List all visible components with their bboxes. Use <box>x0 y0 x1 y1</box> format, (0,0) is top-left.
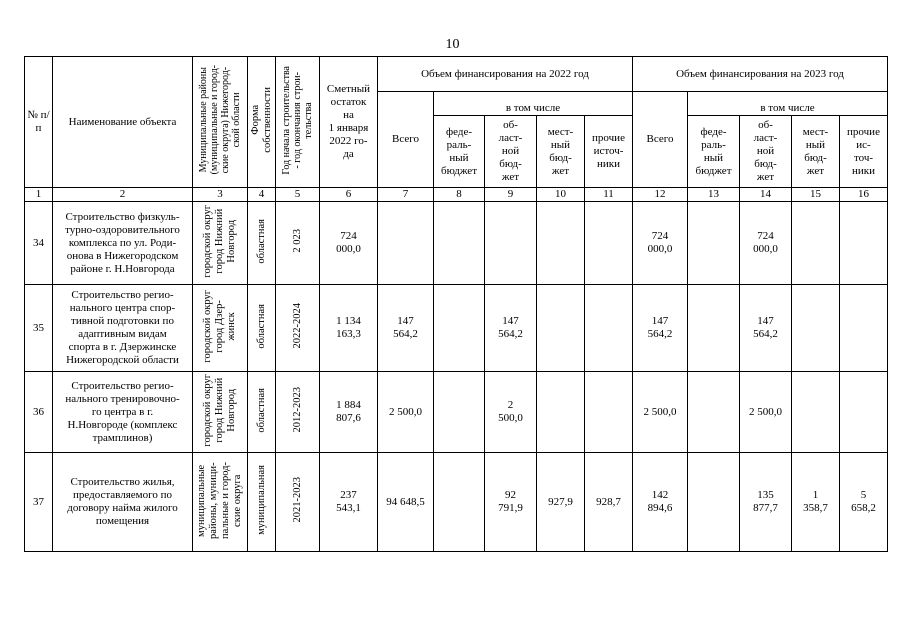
text-line: ный <box>805 138 826 151</box>
text-line: бюд- <box>499 158 522 170</box>
financing-table <box>24 56 888 552</box>
header-total-2022: Всего <box>378 92 434 188</box>
text-line: районе г. Н.Новгорода <box>70 262 175 275</box>
total-2023 <box>633 453 688 552</box>
federal-2022 <box>434 372 485 453</box>
regional-2023 <box>740 453 792 552</box>
regional-2023 <box>740 285 792 372</box>
district <box>193 372 248 453</box>
text-line: муниципальные <box>196 463 207 537</box>
text-line: 564,2 <box>647 328 673 340</box>
total-2022 <box>378 453 434 552</box>
text-line: прочие <box>592 132 625 144</box>
column-number: 3 <box>193 188 248 202</box>
text-line: 237 <box>340 489 357 501</box>
text-line: прочие <box>847 125 880 138</box>
text-line: об- <box>758 119 773 131</box>
text-line: 2 500,0 <box>643 405 677 418</box>
text-line: жет <box>756 171 775 183</box>
text-line: 135 <box>757 489 774 501</box>
column-number: 11 <box>585 188 633 202</box>
text-line: 2 <box>507 399 514 411</box>
regional-2022 <box>485 285 537 372</box>
row-number: 36 <box>25 372 53 453</box>
text-line: раль- <box>446 138 472 151</box>
federal-2022 <box>434 285 485 372</box>
ownership-text: областная <box>255 218 267 264</box>
regional-2022 <box>485 202 537 285</box>
column-number: 4 <box>248 188 276 202</box>
estimate-balance <box>320 285 378 372</box>
table-row <box>25 202 888 285</box>
total-2023 <box>633 202 688 285</box>
estimate-balance <box>320 453 378 552</box>
federal-2023 <box>688 372 740 453</box>
text-line: 94 648,5 <box>386 495 425 508</box>
text-line: ласт- <box>753 132 778 144</box>
text-line: об- <box>503 119 518 131</box>
other-2022 <box>585 453 633 552</box>
estimate-balance <box>320 202 378 285</box>
text-line: турно-оздоровительного <box>65 223 180 236</box>
text-line: город Дзер- <box>214 299 225 353</box>
text-line: 928,7 <box>596 495 621 508</box>
header-regional-2023 <box>740 116 792 188</box>
text-line: собственности <box>261 87 273 153</box>
text-line: Строительство жилья, <box>70 476 175 488</box>
text-line: 877,7 <box>753 502 778 514</box>
text-line: 000,0 <box>336 243 361 255</box>
text-line: 147 <box>757 315 774 327</box>
text-line: спорта в г. Дзержинске <box>68 341 177 353</box>
text-line: комплекса по ул. Роди- <box>68 236 177 249</box>
text-line: ласт- <box>498 132 523 144</box>
local-2023 <box>792 202 840 285</box>
text-line: договору найма жилого <box>67 502 178 514</box>
text-line: жинск <box>226 311 237 341</box>
text-line: ские округа) Нижегород- <box>220 66 231 174</box>
text-line: 5 <box>860 489 867 501</box>
local-2022 <box>537 372 585 453</box>
ownership <box>248 202 276 285</box>
text-line: ские округа <box>232 473 243 527</box>
local-2023 <box>792 372 840 453</box>
text-line: 564,2 <box>393 328 418 340</box>
column-number: 15 <box>792 188 840 202</box>
federal-2023 <box>688 453 740 552</box>
ownership <box>248 453 276 552</box>
header-incl-2022: в том числе <box>434 92 633 116</box>
text-line: Строительство регио- <box>71 379 174 392</box>
text-line: 147 <box>397 315 414 327</box>
text-line: городской округ <box>202 289 213 363</box>
total-2022 <box>378 202 434 285</box>
text-line: остаток <box>330 96 367 108</box>
table-row <box>25 453 888 552</box>
text-line: 543,1 <box>336 502 361 514</box>
text-line: 142 <box>651 489 669 501</box>
construction-years <box>276 202 320 285</box>
text-line: мест- <box>547 125 574 138</box>
total-2023 <box>633 372 688 453</box>
text-line: тивной подготовки по <box>71 315 174 327</box>
text-line: 564,2 <box>753 328 778 340</box>
text-line: ники <box>851 164 875 177</box>
district <box>193 285 248 372</box>
column-number: 1 <box>25 188 53 202</box>
text-line: бюд- <box>549 151 572 164</box>
text-line: 791,9 <box>498 502 523 514</box>
column-number: 6 <box>320 188 378 202</box>
header-local-2022 <box>537 116 585 188</box>
table-row <box>25 285 888 372</box>
text-line: Год начала строительства <box>281 65 292 175</box>
construction-years <box>276 372 320 453</box>
years-text: 2012-2023 <box>291 387 303 433</box>
other-2022 <box>585 285 633 372</box>
header-ownership <box>248 57 276 188</box>
text-line: жет <box>501 171 520 183</box>
header-incl-2023: в том числе <box>688 92 888 116</box>
text-line: Форма <box>249 105 261 135</box>
total-2022 <box>378 372 434 453</box>
other-2022 <box>585 202 633 285</box>
header-2022: Объем финансирования на 2022 год <box>378 57 633 92</box>
text-line: Сметный <box>326 83 371 95</box>
text-line: 724 <box>340 230 357 242</box>
text-line: жет <box>806 164 825 177</box>
text-line: нального центра спор- <box>69 302 176 314</box>
object-name <box>53 453 193 552</box>
regional-2023 <box>740 202 792 285</box>
row-number: 35 <box>25 285 53 372</box>
text-line: ный <box>703 151 724 164</box>
text-line: ной <box>501 145 520 157</box>
column-number-row <box>25 188 888 202</box>
column-number: 9 <box>485 188 537 202</box>
text-line: ный <box>550 138 571 151</box>
other-2023 <box>840 202 888 285</box>
text-line: Новгород <box>226 388 237 432</box>
ownership-text: муниципальная <box>255 465 267 535</box>
construction-years <box>276 285 320 372</box>
years-text: 2021-2023 <box>291 477 303 523</box>
column-number: 10 <box>537 188 585 202</box>
header-district <box>193 57 248 188</box>
text-line: 2 500,0 <box>389 405 422 418</box>
total-2022 <box>378 285 434 372</box>
total-2023 <box>633 285 688 372</box>
object-name <box>53 202 193 285</box>
text-line: Н.Новгороде (комплекс <box>67 418 178 431</box>
text-line: ный <box>449 151 469 164</box>
ownership <box>248 372 276 453</box>
local-2022 <box>537 202 585 285</box>
text-line: жет <box>551 164 570 177</box>
header-other-2022 <box>585 116 633 188</box>
text-line: 147 <box>502 315 519 327</box>
text-line: 163,3 <box>336 328 361 340</box>
years-text: 2 023 <box>291 229 303 253</box>
district <box>193 202 248 285</box>
text-line: 1 884 <box>336 399 361 411</box>
text-line: ной <box>756 145 775 157</box>
text-line: бюджет <box>441 164 477 177</box>
column-number: 7 <box>378 188 434 202</box>
column-number: 2 <box>53 188 193 202</box>
column-number: 14 <box>740 188 792 202</box>
header-estimate <box>320 57 378 188</box>
other-2023 <box>840 285 888 372</box>
other-2022 <box>585 372 633 453</box>
text-line: 1 <box>812 489 819 501</box>
header-num: № п/п <box>25 57 53 188</box>
text-line: адаптивным видам <box>78 328 167 340</box>
header-federal-2023 <box>688 116 740 188</box>
years-text: 2022-2024 <box>291 303 303 349</box>
text-line: источ- <box>593 145 624 157</box>
object-name <box>53 372 193 453</box>
column-number: 5 <box>276 188 320 202</box>
text-line: нального тренировочно- <box>65 392 180 405</box>
federal-2023 <box>688 202 740 285</box>
header-other-2023 <box>840 116 888 188</box>
text-line: 1 января <box>328 122 369 134</box>
text-line: на <box>343 109 354 121</box>
text-line: бюд- <box>754 158 777 170</box>
text-line: бюджет <box>695 164 732 177</box>
text-line: 724 <box>651 230 669 242</box>
header-2023: Объем финансирования на 2023 год <box>633 57 888 92</box>
text-line: Новгород <box>226 219 237 263</box>
text-line: районы, муници- <box>208 461 219 539</box>
federal-2022 <box>434 453 485 552</box>
text-line: 000,0 <box>753 243 778 255</box>
text-line: раль- <box>701 138 726 151</box>
row-number: 34 <box>25 202 53 285</box>
text-line: город Нижний <box>214 208 225 274</box>
ownership-text: областная <box>255 387 267 433</box>
text-line: пальные и город- <box>220 461 231 539</box>
text-line: феде- <box>445 125 472 138</box>
text-line: - год окончания строи- <box>292 71 303 169</box>
text-line: 2022 го- <box>329 135 368 147</box>
column-number: 8 <box>434 188 485 202</box>
text-line: мест- <box>802 125 829 138</box>
text-line: да <box>343 148 354 160</box>
regional-2022 <box>485 372 537 453</box>
text-line: феде- <box>700 125 727 138</box>
text-line: онова в Нижегородском <box>66 249 179 262</box>
text-line: городской округ <box>202 373 213 447</box>
other-2023 <box>840 372 888 453</box>
text-line: ской области <box>231 92 242 148</box>
text-line: предоставляемого по <box>72 489 173 501</box>
text-line: точ- <box>853 151 874 164</box>
page-number: 10 <box>445 37 460 52</box>
column-number: 12 <box>633 188 688 202</box>
text-line: тельства <box>303 101 314 139</box>
construction-years <box>276 453 320 552</box>
header-total-2023: Всего <box>633 92 688 188</box>
local-2022 <box>537 285 585 372</box>
ownership <box>248 285 276 372</box>
text-line: 658,2 <box>851 502 876 514</box>
header-regional-2022 <box>485 116 537 188</box>
header-federal-2022 <box>434 116 485 188</box>
text-line: 1 134 <box>336 315 361 327</box>
ownership-text: областная <box>255 303 267 349</box>
local-2022 <box>537 453 585 552</box>
text-line: 000,0 <box>647 243 673 255</box>
text-line: 92 <box>505 489 516 501</box>
federal-2022 <box>434 202 485 285</box>
text-line: помещения <box>95 515 150 527</box>
row-number: 37 <box>25 453 53 552</box>
text-line: 927,9 <box>548 495 573 508</box>
text-line: ис- <box>856 138 871 151</box>
text-line: 807,6 <box>336 412 361 424</box>
local-2023 <box>792 285 840 372</box>
column-number: 13 <box>688 188 740 202</box>
text-line: бюд- <box>804 151 827 164</box>
text-line: 724 <box>757 230 774 242</box>
header-years <box>276 57 320 188</box>
text-line: Строительство физкуль- <box>65 210 180 223</box>
regional-2023 <box>740 372 792 453</box>
table-row <box>25 372 888 453</box>
text-line: 894,6 <box>647 502 673 514</box>
text-line: го центра в г. <box>91 405 154 418</box>
text-line: Строительство регио- <box>71 289 174 301</box>
object-name <box>53 285 193 372</box>
text-line: 564,2 <box>498 328 523 340</box>
text-line: ники <box>596 158 620 170</box>
text-line: Нижегородской области <box>66 354 179 366</box>
text-line: городской округ <box>202 204 213 278</box>
text-line: 147 <box>651 315 669 327</box>
text-line: 500,0 <box>498 412 523 424</box>
text-line: Муниципальные районы <box>198 67 209 173</box>
other-2023 <box>840 453 888 552</box>
federal-2023 <box>688 285 740 372</box>
header-object-name: Наименование объекта <box>53 57 193 188</box>
column-number: 16 <box>840 188 888 202</box>
text-line: трамплинов) <box>92 431 153 444</box>
text-line: 2 500,0 <box>749 405 782 418</box>
local-2023 <box>792 453 840 552</box>
text-line: 358,7 <box>803 502 828 514</box>
estimate-balance <box>320 372 378 453</box>
text-line: (муниципальные и город- <box>209 65 220 175</box>
regional-2022 <box>485 453 537 552</box>
district <box>193 453 248 552</box>
text-line: город Нижний <box>214 377 225 443</box>
header-local-2023 <box>792 116 840 188</box>
